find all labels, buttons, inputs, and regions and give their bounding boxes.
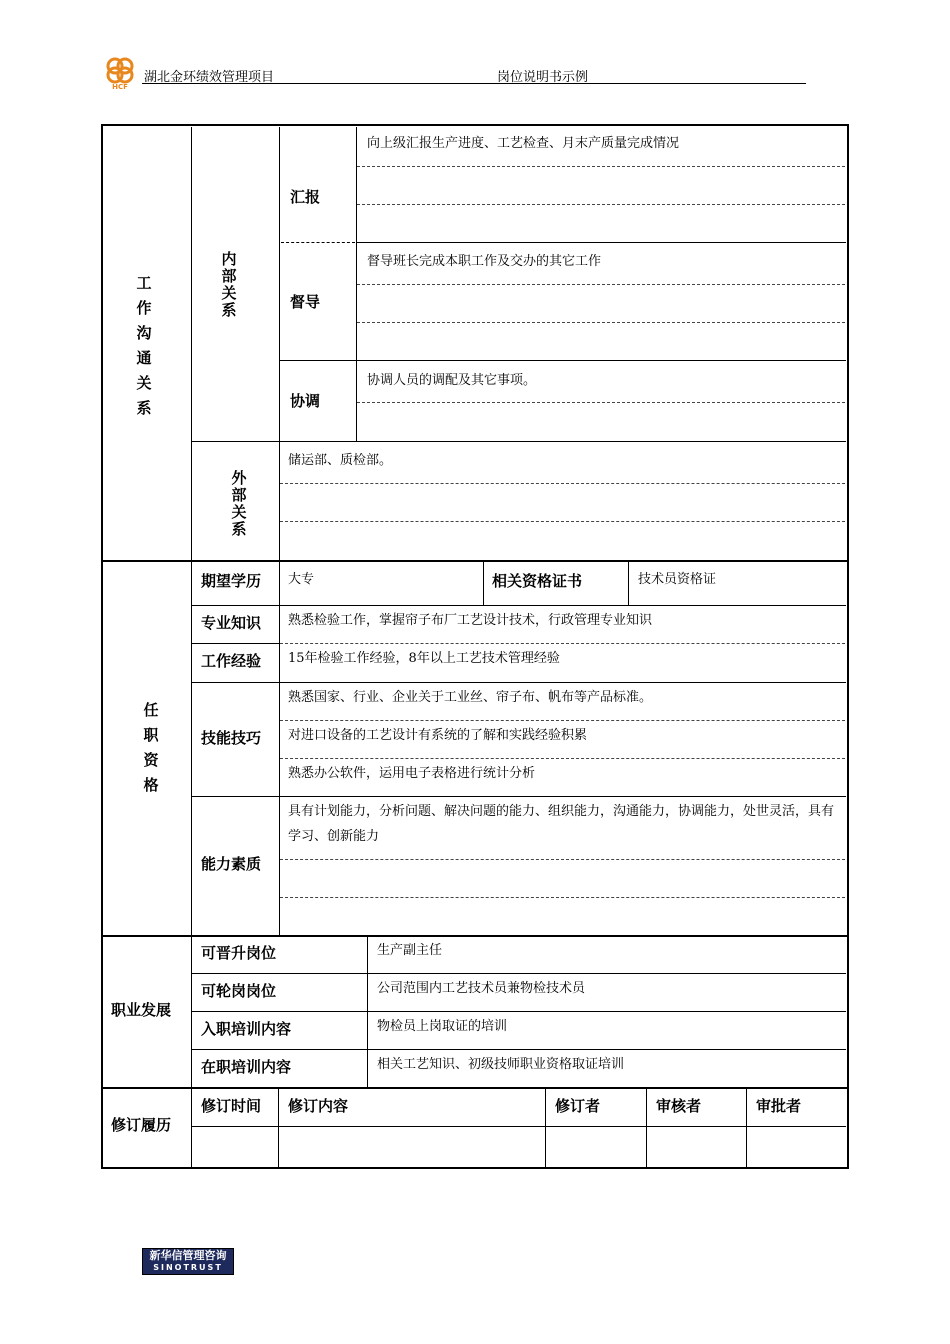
rev-header-content: 修订内容 <box>288 1097 349 1115</box>
row-line-communication <box>103 560 847 562</box>
skill-item: 对进口设备的工艺设计有系统的了解和实践经验积累 <box>288 728 588 743</box>
label-internal-relations: 内 部 关 系 <box>221 250 237 319</box>
row-line-promotion <box>191 973 846 974</box>
logo-text: HCF <box>112 83 128 90</box>
row-line-qualifications <box>103 935 847 937</box>
dashed-line <box>280 521 845 522</box>
supervise-text: 督导班长完成本职工作及交办的其它工作 <box>367 254 602 269</box>
certificate-value: 技术员资格证 <box>638 572 717 587</box>
col-divider-cert-value <box>628 561 629 605</box>
label-external-relations: 外 部 关 系 <box>231 469 247 538</box>
dashed-line <box>280 859 845 860</box>
hcf-logo-icon <box>102 56 138 90</box>
dashed-line <box>357 322 845 323</box>
col-divider-qual <box>279 561 280 936</box>
row-line-rev-header <box>191 1126 846 1127</box>
col-divider-rev-4 <box>746 1088 747 1168</box>
col-divider-cert <box>483 561 484 605</box>
footer-logo-cn: 新华信管理咨询 <box>149 1249 227 1262</box>
section-label-qualifications: 任 职 资 格 <box>143 701 159 794</box>
col-divider-rev-1 <box>278 1088 279 1168</box>
dashed-line <box>357 204 845 205</box>
label-ability: 能力素质 <box>201 855 262 873</box>
dashed-line <box>280 758 845 759</box>
job-description-table <box>101 124 849 1169</box>
row-line-internal <box>191 441 846 442</box>
skill-item: 熟悉办公软件，运用电子表格进行统计分析 <box>288 766 536 781</box>
external-text: 储运部、质检部。 <box>288 453 393 468</box>
row-line-career <box>103 1087 847 1089</box>
row-line-report <box>356 242 846 243</box>
dashed-line <box>280 643 845 644</box>
onjob-training-value: 相关工艺知识、初级技师职业资格取证培训 <box>377 1057 625 1072</box>
rev-header-approver: 审批者 <box>756 1097 802 1115</box>
rev-header-time: 修订时间 <box>201 1097 262 1115</box>
dashed-line <box>280 897 845 898</box>
row-line-supervise <box>279 360 846 361</box>
row-line-knowledge <box>191 643 279 644</box>
dashed-line <box>357 166 845 167</box>
col-divider-career <box>367 936 368 1088</box>
company-name: 湖北金环绩效管理项目 <box>144 70 275 85</box>
section-label-revision: 修订履历 <box>111 1116 172 1134</box>
row-line-rotation <box>191 1011 846 1012</box>
promotion-value: 生产副主任 <box>377 943 443 958</box>
knowledge-value: 熟悉检验工作，掌握帘子布厂工艺设计技术，行政管理专业知识 <box>288 613 653 628</box>
header-divider <box>142 83 806 84</box>
experience-value: 15年检验工作经验，8年以上工艺技术管理经验 <box>288 651 560 666</box>
rev-header-reviser: 修订者 <box>555 1097 601 1115</box>
section-label-communication: 工 作 沟 通 关 系 <box>136 274 152 417</box>
label-supervise: 督导 <box>290 293 321 311</box>
label-skills: 技能技巧 <box>201 729 262 747</box>
col-divider-external <box>279 441 280 561</box>
label-certificate: 相关资格证书 <box>492 572 583 590</box>
label-coordinate: 协调 <box>290 392 321 410</box>
label-onjob-training: 在职培训内容 <box>201 1058 292 1076</box>
col-divider-rev-2 <box>545 1088 546 1168</box>
label-report: 汇报 <box>290 188 321 206</box>
coordinate-text: 协调人员的调配及其它事项。 <box>367 373 537 388</box>
report-divider <box>281 242 355 243</box>
label-promotion: 可晋升岗位 <box>201 944 277 962</box>
row-line-experience <box>191 682 846 683</box>
dashed-line <box>280 483 845 484</box>
education-value: 大专 <box>288 572 315 587</box>
induction-training-value: 物检员上岗取证的培训 <box>377 1019 508 1034</box>
sinotrust-logo <box>142 1248 234 1275</box>
col-divider-internal <box>279 127 280 441</box>
document-title: 岗位说明书示例 <box>497 70 589 85</box>
row-line-induction <box>191 1049 846 1050</box>
report-text: 向上级汇报生产进度、工艺检查、月末产质量完成情况 <box>367 136 680 151</box>
ability-value: 具有计划能力，分析问题、解决问题的能力、组织能力，沟通能力，协调能力，处世灵活，具有学习、创新能力 <box>288 804 835 844</box>
rev-header-reviewer: 审核者 <box>656 1097 702 1115</box>
label-education: 期望学历 <box>201 572 262 590</box>
label-induction-training: 入职培训内容 <box>201 1020 292 1038</box>
dashed-line <box>357 284 845 285</box>
row-line-skills <box>191 796 846 797</box>
col-divider-rev-3 <box>646 1088 647 1168</box>
footer-logo-en: SINOTRUST <box>153 1263 223 1272</box>
skill-item: 熟悉国家、行业、企业关于工业丝、帘子布、帆布等产品标准。 <box>288 690 653 705</box>
label-experience: 工作经验 <box>201 652 262 670</box>
dashed-line <box>280 720 845 721</box>
dashed-line <box>357 402 845 403</box>
label-knowledge: 专业知识 <box>201 614 262 632</box>
section-label-career: 职业发展 <box>111 1001 172 1019</box>
rotation-value: 公司范围内工艺技术员兼物检技术员 <box>377 981 586 996</box>
row-line-education <box>191 605 846 606</box>
label-rotation: 可轮岗岗位 <box>201 982 277 1000</box>
